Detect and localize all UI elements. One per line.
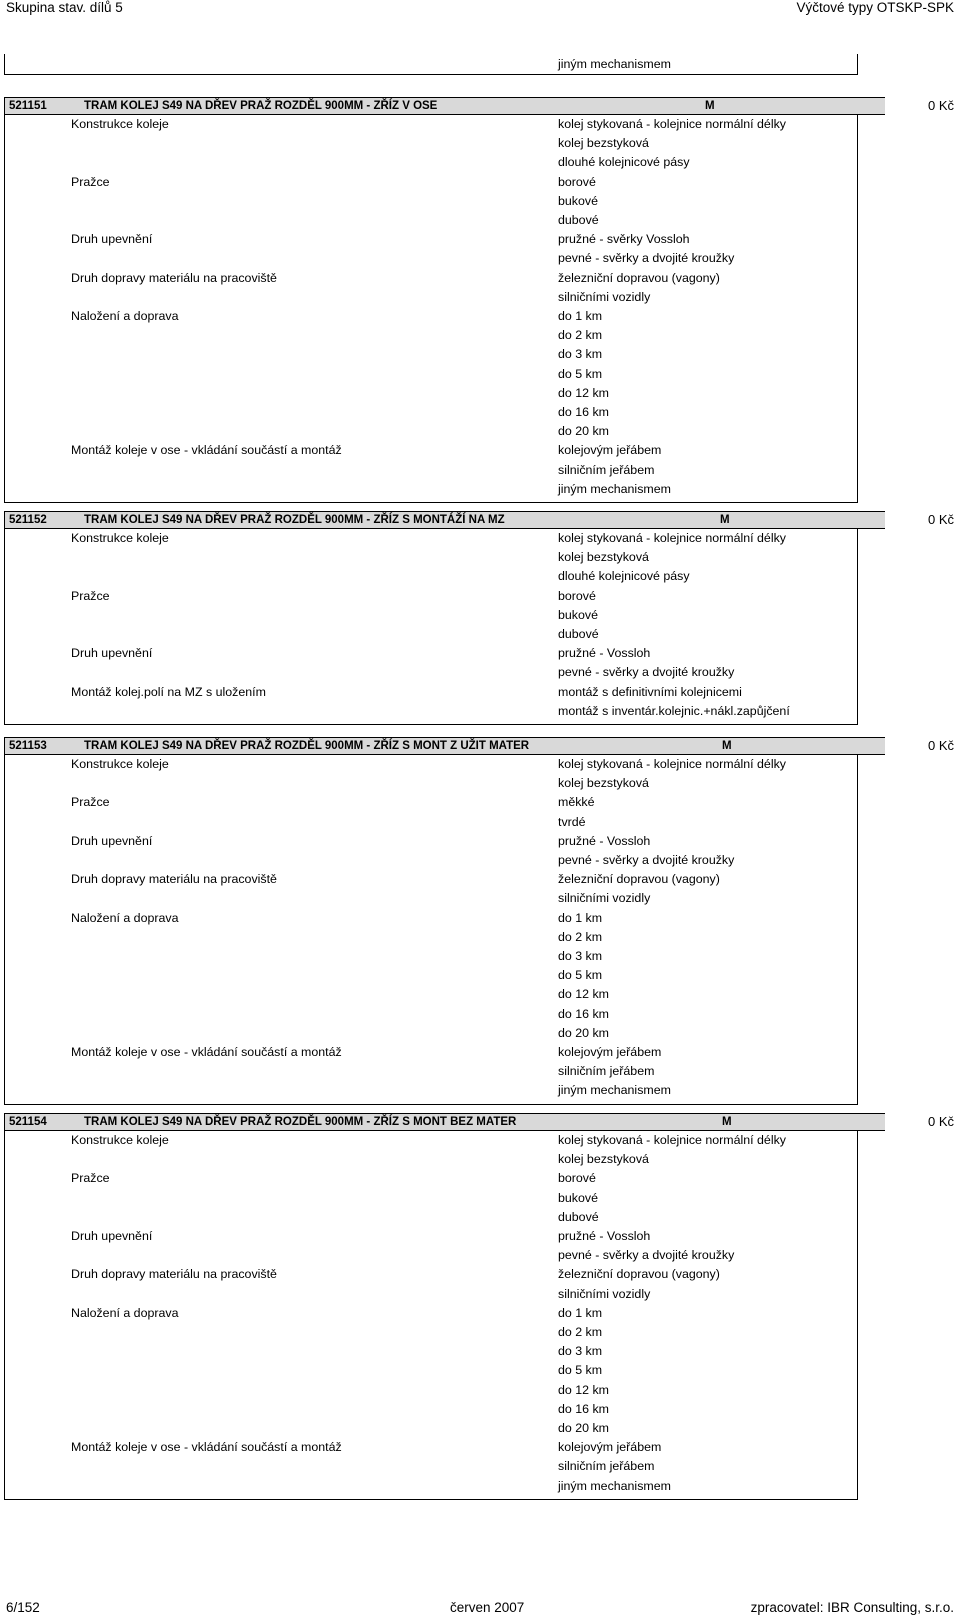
parameter-option: pevné - svěrky a dvojité kroužky [558, 665, 735, 679]
parameter-label: Druh dopravy materiálu na pracoviště [71, 872, 277, 886]
item-code: 521152 [9, 514, 47, 526]
parameter-option: kolej bezstyková [558, 136, 649, 150]
parameter-option: do 16 km [558, 1007, 609, 1021]
item-unit: M [705, 100, 715, 112]
parameter-option: do 2 km [558, 328, 603, 342]
parameter-option: do 20 km [558, 424, 609, 438]
parameter-option: železniční dopravou (vagony) [558, 1267, 720, 1281]
parameter-label: Pražce [71, 795, 110, 809]
parameter-option: pružné - Vossloh [558, 646, 651, 660]
parameter-option: do 2 km [558, 930, 603, 944]
item-title: TRAM KOLEJ S49 NA DŘEV PRAŽ ROZDĚL 900MM - ZŘÍZ S MONT BEZ MATER [84, 1116, 517, 1128]
parameter-option: borové [558, 175, 596, 189]
parameter-option: pružné - Vossloh [558, 1229, 651, 1243]
footer-date: červen 2007 [450, 1600, 525, 1615]
parameter-option: železniční dopravou (vagony) [558, 872, 720, 886]
parameter-option: do 3 km [558, 347, 603, 361]
parameter-option: kolej stykovaná - kolejnice normální délky [558, 1133, 786, 1147]
item-unit: M [720, 514, 730, 526]
parameter-option: bukové [558, 194, 598, 208]
parameter-option: do 20 km [558, 1026, 609, 1040]
item-price: 0 Kč [927, 1114, 954, 1129]
parameter-option: do 3 km [558, 949, 603, 963]
parameter-option: kolej stykovaná - kolejnice normální délky [558, 531, 786, 545]
parameter-label: Druh upevnění [71, 834, 153, 848]
item-frame [4, 1130, 858, 1500]
item-unit: M [722, 740, 732, 752]
parameter-option: borové [558, 1171, 596, 1185]
parameter-option: dlouhé kolejnicové pásy [558, 155, 690, 169]
item-frame [4, 754, 858, 1105]
parameter-option: borové [558, 589, 596, 603]
parameter-option: pružné - Vossloh [558, 834, 651, 848]
parameter-label: Druh dopravy materiálu na pracoviště [71, 271, 277, 285]
parameter-option: do 3 km [558, 1344, 603, 1358]
parameter-option: dubové [558, 627, 599, 641]
parameter-option: do 12 km [558, 386, 609, 400]
parameter-label: Konstrukce koleje [71, 531, 169, 545]
parameter-label: Montáž koleje v ose - vkládání součástí a montáž [71, 1440, 342, 1454]
continuation-frame [4, 54, 858, 75]
parameter-label: Naložení a doprava [71, 309, 179, 323]
header-left: Skupina stav. dílů 5 [6, 0, 123, 15]
parameter-option: silničními vozidly [558, 891, 651, 905]
parameter-option: do 16 km [558, 1402, 609, 1416]
parameter-option: bukové [558, 608, 598, 622]
parameter-option: silničním jeřábem [558, 463, 655, 477]
item-code: 521151 [9, 100, 47, 112]
parameter-label: Konstrukce koleje [71, 117, 169, 131]
parameter-option: silničními vozidly [558, 1287, 651, 1301]
parameter-label: Montáž koleje v ose - vkládání součástí a montáž [71, 1045, 342, 1059]
continuation-option: jiným mechanismem [558, 57, 671, 71]
item-header-bar [4, 97, 885, 115]
parameter-option: tvrdé [558, 815, 586, 829]
parameter-option: do 5 km [558, 968, 603, 982]
parameter-label: Pražce [71, 1171, 110, 1185]
parameter-option: kolej stykovaná - kolejnice normální délky [558, 117, 786, 131]
parameter-option: jiným mechanismem [558, 482, 671, 496]
footer-author: zpracovatel: IBR Consulting, s.r.o. [750, 1600, 954, 1615]
parameter-option: dlouhé kolejnicové pásy [558, 569, 690, 583]
item-unit: M [722, 1116, 732, 1128]
parameter-option: montáž s inventár.kolejnic.+nákl.zapůjčení [558, 704, 790, 718]
parameter-option: silničním jeřábem [558, 1064, 655, 1078]
item-code: 521154 [9, 1116, 47, 1128]
header-right: Výčtové typy OTSKP-SPK [796, 0, 954, 15]
parameter-option: kolej stykovaná - kolejnice normální délky [558, 757, 786, 771]
parameter-label: Konstrukce koleje [71, 757, 169, 771]
parameter-option: silničními vozidly [558, 290, 651, 304]
item-price: 0 Kč [927, 738, 954, 753]
parameter-label: Montáž kolej.polí na MZ s uložením [71, 685, 266, 699]
page-number: 6/152 [6, 1600, 40, 1615]
item-title: TRAM KOLEJ S49 NA DŘEV PRAŽ ROZDĚL 900MM - ZŘÍZ S MONT Z UŽIT MATER [84, 740, 530, 752]
item-title: TRAM KOLEJ S49 NA DŘEV PRAŽ ROZDĚL 900MM - ZŘÍZ S MONTÁŽÍ NA MZ [84, 514, 505, 526]
item-title: TRAM KOLEJ S49 NA DŘEV PRAŽ ROZDĚL 900MM - ZŘÍZ V OSE [84, 100, 438, 112]
parameter-option: do 2 km [558, 1325, 603, 1339]
parameter-option: do 1 km [558, 911, 603, 925]
parameter-option: do 5 km [558, 367, 603, 381]
page-footer [6, 1600, 954, 1618]
parameter-option: dubové [558, 1210, 599, 1224]
parameter-label: Druh upevnění [71, 646, 153, 660]
item-header-bar [4, 1113, 885, 1131]
item-header-bar [4, 737, 885, 755]
parameter-option: do 12 km [558, 987, 609, 1001]
parameter-option: kolejovým jeřábem [558, 443, 662, 457]
parameter-option: do 20 km [558, 1421, 609, 1435]
parameter-label: Druh dopravy materiálu na pracoviště [71, 1267, 277, 1281]
parameter-option: pevné - svěrky a dvojité kroužky [558, 251, 735, 265]
item-price: 0 Kč [927, 98, 954, 113]
parameter-label: Pražce [71, 175, 110, 189]
parameter-option: do 16 km [558, 405, 609, 419]
parameter-label: Druh upevnění [71, 1229, 153, 1243]
parameter-option: dubové [558, 213, 599, 227]
parameter-option: do 1 km [558, 309, 603, 323]
item-header-bar [4, 511, 885, 529]
parameter-option: kolej bezstyková [558, 550, 649, 564]
parameter-label: Montáž koleje v ose - vkládání součástí a montáž [71, 443, 342, 457]
parameter-label: Naložení a doprava [71, 911, 179, 925]
parameter-label: Konstrukce koleje [71, 1133, 169, 1147]
parameter-option: kolejovým jeřábem [558, 1045, 662, 1059]
page-header [6, 0, 954, 18]
parameter-option: silničním jeřábem [558, 1459, 655, 1473]
parameter-option: železniční dopravou (vagony) [558, 271, 720, 285]
parameter-option: kolej bezstyková [558, 776, 649, 790]
parameter-option: do 12 km [558, 1383, 609, 1397]
parameter-label: Druh upevnění [71, 232, 153, 246]
parameter-option: pružné - svěrky Vossloh [558, 232, 690, 246]
parameter-option: kolejovým jeřábem [558, 1440, 662, 1454]
item-frame [4, 528, 858, 725]
item-frame [4, 114, 858, 503]
parameter-option: pevné - svěrky a dvojité kroužky [558, 1248, 735, 1262]
parameter-option: jiným mechanismem [558, 1083, 671, 1097]
parameter-option: do 1 km [558, 1306, 603, 1320]
parameter-option: montáž s definitivními kolejnicemi [558, 685, 742, 699]
parameter-option: pevné - svěrky a dvojité kroužky [558, 853, 735, 867]
parameter-option: kolej bezstyková [558, 1152, 649, 1166]
parameter-option: bukové [558, 1191, 598, 1205]
parameter-option: měkké [558, 795, 595, 809]
item-code: 521153 [9, 740, 47, 752]
item-price: 0 Kč [927, 512, 954, 527]
parameter-option: do 5 km [558, 1363, 603, 1377]
parameter-label: Naložení a doprava [71, 1306, 179, 1320]
parameter-label: Pražce [71, 589, 110, 603]
parameter-option: jiným mechanismem [558, 1479, 671, 1493]
